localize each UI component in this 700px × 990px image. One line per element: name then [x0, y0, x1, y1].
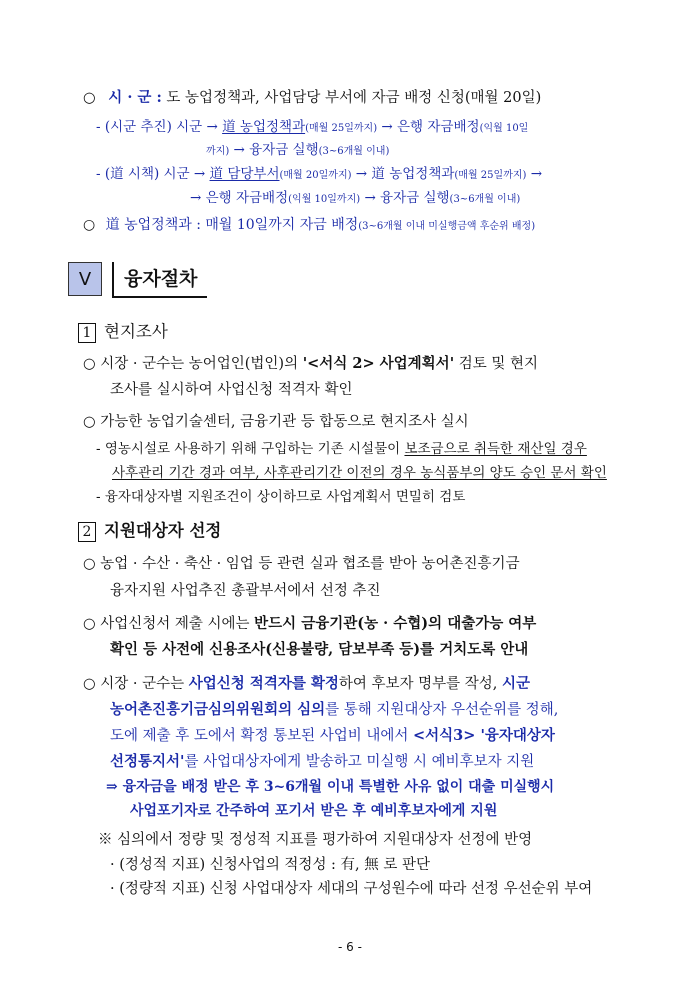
text-span: ○ 시장 · 군수는	[83, 676, 189, 692]
text-span: (매월 25일까지)	[305, 123, 378, 134]
text-span: (3~6개월 이내)	[318, 146, 390, 157]
sub2-para-3-line-3	[110, 724, 555, 745]
text-span: 까지)	[206, 146, 230, 157]
top-line-3	[206, 138, 389, 158]
text-span: (익월 10일	[479, 123, 529, 134]
top-line-4	[96, 162, 542, 182]
text-span: 도에 제출 후 도에서 확정 통보된 사업비 내에서	[110, 728, 414, 744]
text-span: - 영농시설로 사용하기 위해 구입하는 기존 시설물이	[96, 441, 405, 457]
text-span: 반드시 금융기관(농 · 수협)의 대출가능 여부	[254, 615, 537, 632]
top-l1-text: 도 농업정책과, 사업담당 부서에 자금 배정 신청(매월 20일)	[161, 90, 542, 106]
top-line-1	[83, 86, 541, 107]
sub2-para-3	[83, 672, 530, 693]
text-span: 道 농업정책과	[222, 119, 306, 135]
text-span: 道 농업정책과 : 매월 10일까지 자금 배정	[105, 217, 359, 233]
sub2-para-1-line-2: 융자지원 사업추진 총괄부서에서 선정 추진	[110, 583, 381, 599]
text-span: → 은행 자금배정	[377, 119, 480, 135]
text-span: (매월 20일까지)	[279, 170, 352, 181]
text-span: 시군	[502, 675, 531, 692]
subsection-2-heading	[78, 517, 221, 542]
sub2-note-detail-1: · (정성적 지표) 신청사업의 적정성 : 有, 無 로 판단	[110, 857, 431, 873]
text-span: → 융자금 실행	[360, 190, 450, 206]
text-span: 道 담당부서	[209, 166, 280, 182]
text-span: 하여 후보자 명부를 작성,	[338, 676, 503, 692]
text-span: 를 통해 지원대상자 우선순위를 정해,	[325, 702, 559, 718]
text-span: 검토 및 현지	[454, 356, 539, 372]
text-span: →	[526, 166, 543, 182]
sub1-para-1-line-2: 조사를 실시하여 사업신청 적격자 확인	[110, 382, 353, 398]
sub2-para-2-line-2: 확인 등 사전에 신용조사(신용불량, 담보부족 등)를 거치도록 안내	[110, 641, 529, 658]
text-span: - (道 시책) 시군 →	[96, 166, 210, 182]
subsection-title: 지원대상자 선정	[104, 521, 222, 540]
text-span: 보조금으로 취득한 재산일 경우	[404, 441, 587, 457]
sub2-para-3-line-2	[110, 698, 558, 719]
text-span: → 융자금 실행	[229, 142, 319, 158]
sub2-note: ※ 심의에서 정량 및 정성적 지표를 평가하여 지원대상자 선정에 반영	[98, 832, 533, 848]
text-span: 사업신청 적격자를 확정	[188, 675, 339, 692]
text-span: '<서식 2> 사업계획서'	[302, 355, 455, 372]
top-l1-lead: 시 · 군 :	[108, 89, 162, 106]
top-line-5	[190, 186, 520, 206]
sub1-dash-1-line-2: 사후관리 기간 경과 여부, 사후관리기간 이전의 경우 농식품부의 양도 승인 문서 확인	[112, 465, 607, 481]
sub2-arrow-line-2: 사업포기자로 간주하여 포기서 받은 후 예비후보자에게 지원	[130, 803, 498, 819]
sub1-dash-2: - 융자대상자별 지원조건이 상이하므로 사업계획서 면밀히 검토	[96, 489, 466, 505]
section-title: 융자절차	[112, 262, 207, 298]
text-span: → 은행 자금배정	[190, 190, 289, 206]
subsection-number-box: 2	[78, 522, 96, 542]
sub1-dash-1	[96, 437, 587, 457]
sub2-para-3-line-4	[110, 750, 534, 771]
sub1-para-1	[83, 352, 538, 373]
text-span: <서식3> '융자대상자	[413, 727, 555, 744]
text-span: (3~6개월 이내)	[449, 194, 521, 205]
sub1-para-2: ○ 가능한 농업기술센터, 금융기관 등 합동으로 현지조사 실시	[83, 414, 469, 430]
text-span: 농어촌진흥기금심의위원회의 심의	[110, 701, 326, 718]
subsection-number-box: 1	[78, 323, 96, 343]
sub2-arrow-line-1: ⇒ 융자금을 배정 받은 후 3~6개월 이내 특별한 사유 없이 대출 미실행시	[106, 779, 555, 795]
text-span: → 道 농업정책과	[351, 166, 455, 182]
bullet: ○	[83, 90, 96, 106]
text-span: (매월 25일까지)	[454, 170, 527, 181]
text-span: (3~6개월 이내 미실행금액 후순위 배정)	[358, 221, 536, 232]
sub2-note-detail-2: · (정량적 지표) 신청 사업대상자 세대의 구성원수에 따라 선정 우선순위 부여	[110, 881, 593, 897]
section-number: Ⅴ	[68, 262, 102, 296]
page-number: - 6 -	[338, 940, 362, 954]
text-span: (익월 10일까지)	[288, 194, 361, 205]
bullet: ○	[83, 217, 96, 233]
sub2-para-2	[83, 612, 536, 633]
top-line-6	[83, 214, 535, 234]
subsection-title: 현지조사	[104, 322, 168, 341]
text-span: ○ 사업신청서 제출 시에는	[83, 616, 255, 632]
sub2-para-1: ○ 농업 · 수산 · 축산 · 임업 등 관련 실과 협조를 받아 농어촌진흥기금	[83, 556, 520, 572]
text-span: - (시군 추진) 시군 →	[96, 119, 223, 135]
top-line-2	[96, 115, 528, 135]
text-span: 선정통지서'	[110, 753, 185, 770]
subsection-1-heading	[78, 318, 168, 343]
text-span: 를 사업대상자에게 발송하고 미실행 시 예비후보자 지원	[184, 754, 535, 770]
text-span: ○ 시장 · 군수는 농어업인(법인)의	[83, 356, 303, 372]
